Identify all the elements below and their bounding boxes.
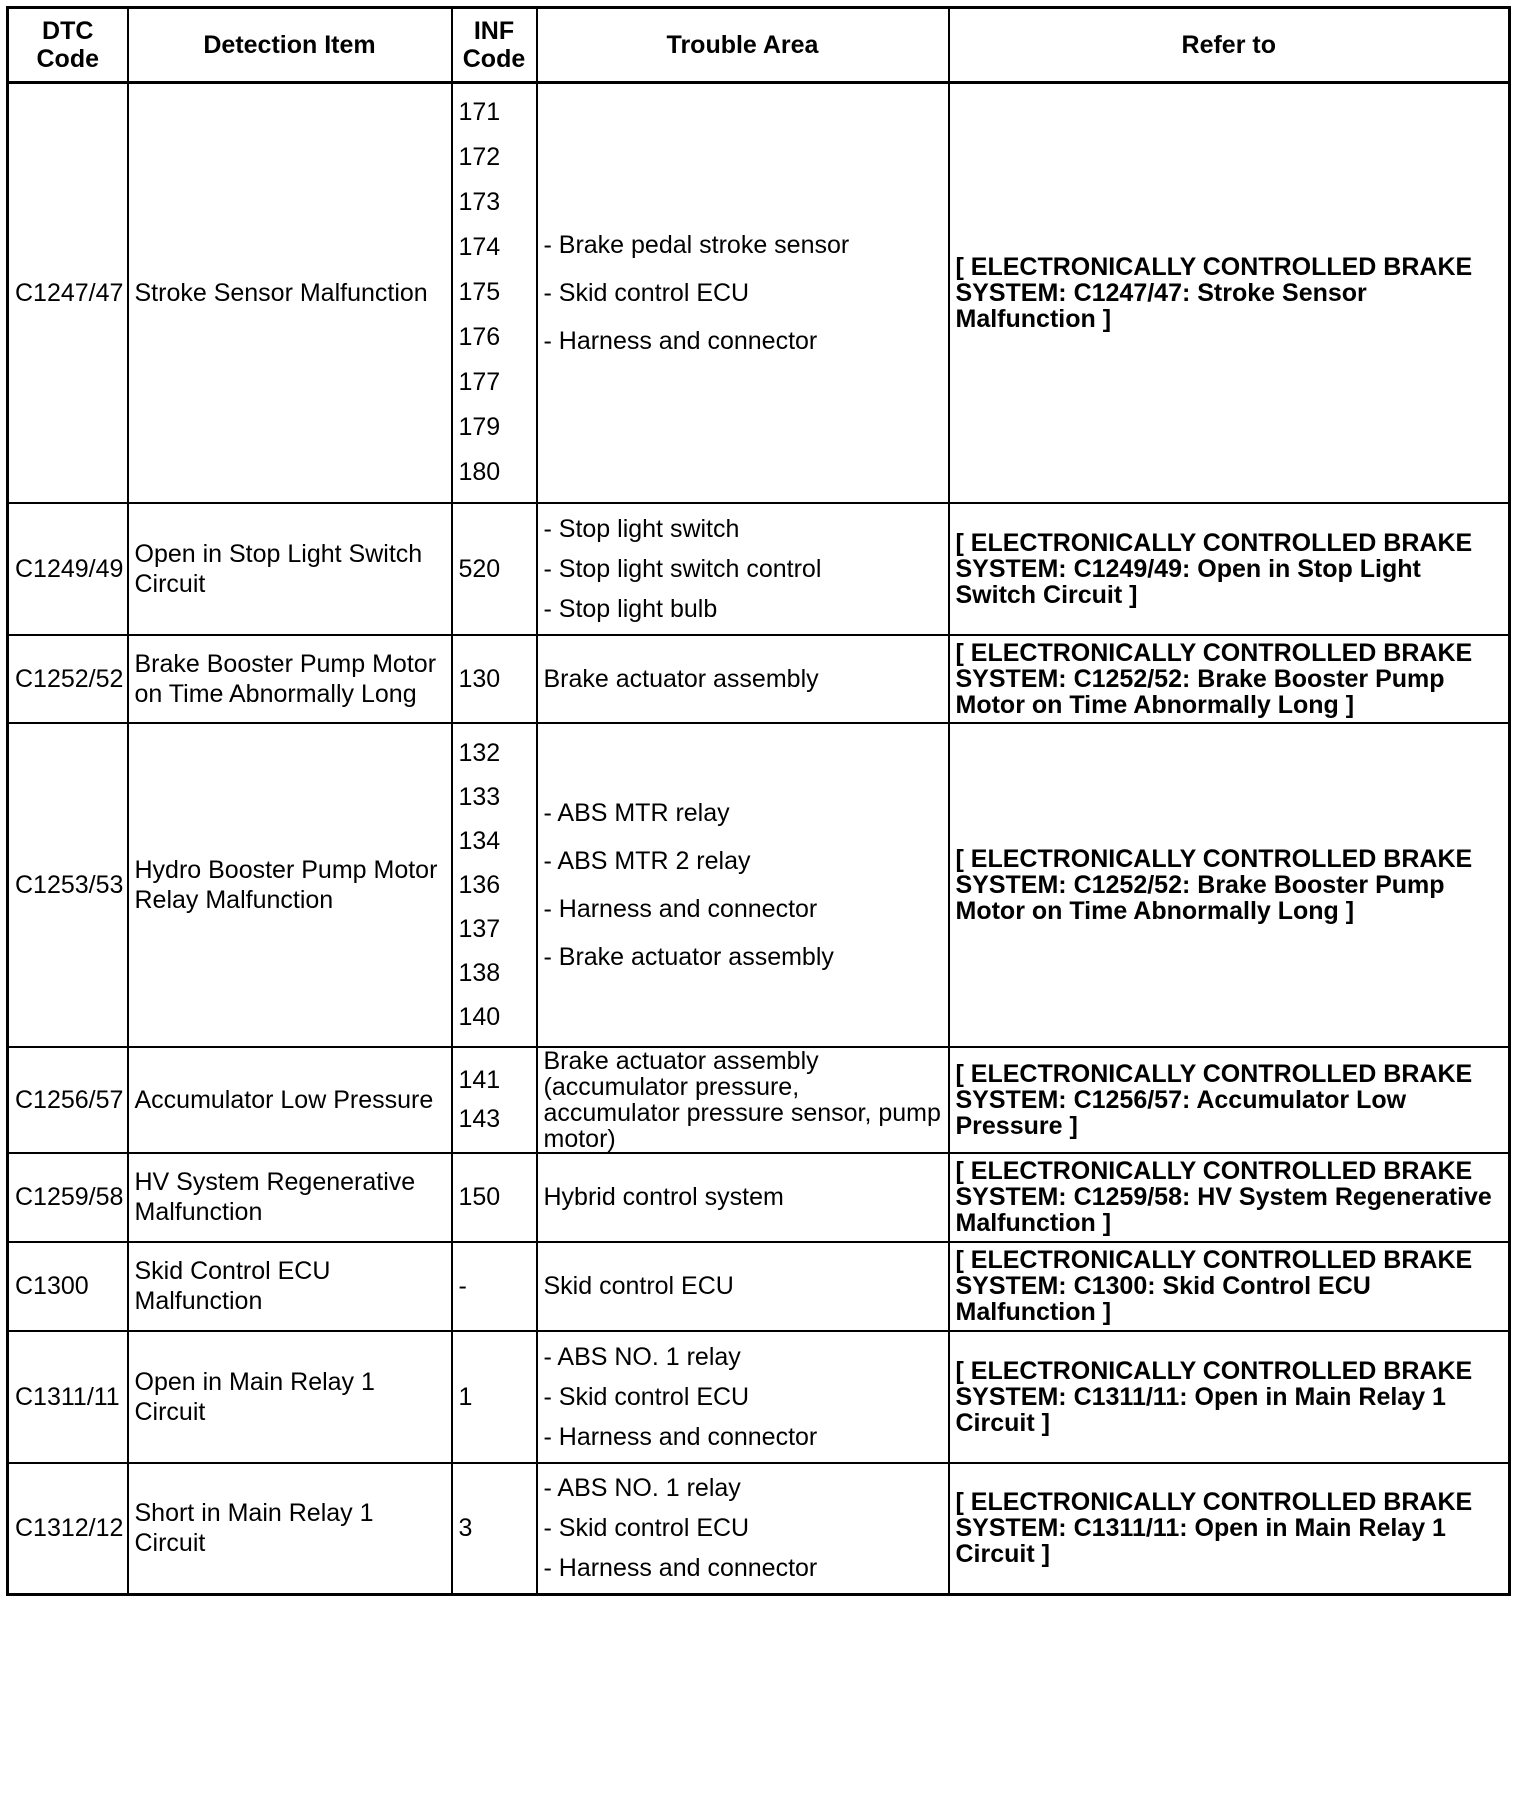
inf-code: 520 bbox=[458, 554, 501, 583]
dtc-table bbox=[6, 6, 1511, 1596]
inf-code: 141 bbox=[458, 1065, 501, 1094]
inf-code: 140 bbox=[458, 1002, 501, 1031]
table-row bbox=[8, 635, 1510, 723]
trouble-area-item: - Stop light bulb bbox=[543, 594, 718, 623]
table-row bbox=[8, 723, 1510, 1047]
inf-code: 130 bbox=[458, 664, 501, 693]
header-refer-to: Refer to bbox=[949, 8, 1510, 83]
header-detection-item: Detection Item bbox=[128, 8, 452, 83]
trouble-area-cell bbox=[537, 1463, 949, 1595]
inf-code-cell bbox=[452, 1153, 537, 1242]
inf-code: 3 bbox=[458, 1514, 473, 1543]
inf-code: 136 bbox=[458, 870, 501, 899]
refer-to-cell: [ ELECTRONICALLY CONTROLLED BRAKE SYSTEM: C1259/58: HV System Regenerative Malfunction ] bbox=[949, 1153, 1510, 1242]
inf-code: 175 bbox=[458, 278, 501, 307]
trouble-area-item: - ABS NO. 1 relay bbox=[543, 1342, 741, 1371]
inf-code-cell bbox=[452, 1331, 537, 1463]
detection-item-cell: Open in Stop Light Switch Circuit bbox=[128, 503, 452, 635]
trouble-area-cell bbox=[537, 635, 949, 723]
table-row bbox=[8, 503, 1510, 635]
dtc-code-cell: C1256/57 bbox=[8, 1047, 128, 1153]
trouble-area-cell bbox=[537, 83, 949, 503]
inf-code-cell bbox=[452, 1463, 537, 1595]
trouble-area-item: - Brake actuator assembly bbox=[543, 942, 834, 971]
inf-code: - bbox=[458, 1272, 467, 1300]
trouble-area-item: - Skid control ECU bbox=[543, 1514, 750, 1543]
inf-code-cell bbox=[452, 503, 537, 635]
trouble-area-item: - Harness and connector bbox=[543, 1554, 818, 1583]
header-dtc-code: DTC Code bbox=[8, 8, 128, 83]
detection-item-cell: Short in Main Relay 1 Circuit bbox=[128, 1463, 452, 1595]
inf-code-cell bbox=[452, 1242, 537, 1331]
dtc-code-cell: C1249/49 bbox=[8, 503, 128, 635]
trouble-area-cell bbox=[537, 723, 949, 1047]
trouble-area-item: - Skid control ECU bbox=[543, 1382, 750, 1411]
trouble-area-cell bbox=[537, 1331, 949, 1463]
detection-item-cell: Accumulator Low Pressure bbox=[128, 1047, 452, 1153]
inf-code: 1 bbox=[458, 1382, 473, 1411]
inf-code: 180 bbox=[458, 458, 501, 487]
trouble-area-item: - ABS MTR relay bbox=[543, 798, 730, 827]
trouble-area-item: - Harness and connector bbox=[543, 1422, 818, 1451]
table-row bbox=[8, 1331, 1510, 1463]
refer-to-cell: [ ELECTRONICALLY CONTROLLED BRAKE SYSTEM: C1256/57: Accumulator Low Pressure ] bbox=[949, 1047, 1510, 1153]
refer-to-cell: [ ELECTRONICALLY CONTROLLED BRAKE SYSTEM: C1311/11: Open in Main Relay 1 Circuit ] bbox=[949, 1331, 1510, 1463]
detection-item-cell: Hydro Booster Pump Motor Relay Malfunction bbox=[128, 723, 452, 1047]
refer-to-cell: [ ELECTRONICALLY CONTROLLED BRAKE SYSTEM: C1311/11: Open in Main Relay 1 Circuit ] bbox=[949, 1463, 1510, 1595]
trouble-area-cell bbox=[537, 1242, 949, 1331]
inf-code: 138 bbox=[458, 958, 501, 987]
inf-code: 177 bbox=[458, 368, 501, 397]
dtc-code-cell: C1252/52 bbox=[8, 635, 128, 723]
table-row bbox=[8, 1242, 1510, 1331]
inf-code: 132 bbox=[458, 738, 501, 767]
table-row bbox=[8, 1153, 1510, 1242]
detection-item-cell: Stroke Sensor Malfunction bbox=[128, 83, 452, 503]
inf-code-cell bbox=[452, 723, 537, 1047]
trouble-area-item: - ABS NO. 1 relay bbox=[543, 1474, 741, 1503]
table-row bbox=[8, 1463, 1510, 1595]
refer-to-cell: [ ELECTRONICALLY CONTROLLED BRAKE SYSTEM: C1249/49: Open in Stop Light Switch Circuit ] bbox=[949, 503, 1510, 635]
inf-code-cell bbox=[452, 83, 537, 503]
inf-code: 179 bbox=[458, 413, 501, 442]
trouble-area-cell bbox=[537, 1047, 949, 1153]
detection-item-cell: Brake Booster Pump Motor on Time Abnormally Long bbox=[128, 635, 452, 723]
trouble-area-item: - Brake pedal stroke sensor bbox=[543, 230, 850, 259]
trouble-area-cell bbox=[537, 503, 949, 635]
inf-code: 134 bbox=[458, 826, 501, 855]
trouble-area-item: - Stop light switch bbox=[543, 514, 740, 543]
refer-to-cell: [ ELECTRONICALLY CONTROLLED BRAKE SYSTEM: C1252/52: Brake Booster Pump Motor on Time Abnormally Long ] bbox=[949, 723, 1510, 1047]
trouble-area-cell bbox=[537, 1153, 949, 1242]
dtc-code-cell: C1247/47 bbox=[8, 83, 128, 503]
inf-code: 172 bbox=[458, 143, 501, 172]
inf-code: 176 bbox=[458, 323, 501, 352]
header-row bbox=[8, 8, 1510, 83]
trouble-area-item: - Stop light switch control bbox=[543, 554, 822, 583]
detection-item-cell: HV System Regenerative Malfunction bbox=[128, 1153, 452, 1242]
inf-code-cell bbox=[452, 1047, 537, 1153]
inf-code: 171 bbox=[458, 98, 501, 127]
inf-code: 150 bbox=[458, 1183, 501, 1211]
inf-code: 143 bbox=[458, 1104, 501, 1133]
trouble-area-item: - Skid control ECU bbox=[543, 278, 750, 307]
detection-item-cell: Skid Control ECU Malfunction bbox=[128, 1242, 452, 1331]
trouble-area-item: - ABS MTR 2 relay bbox=[543, 846, 751, 875]
table-row bbox=[8, 1047, 1510, 1153]
trouble-area-item: Brake actuator assembly (accumulator pressure, accumulator pressure sensor, pump motor) bbox=[543, 1046, 941, 1153]
trouble-area-item: - Harness and connector bbox=[543, 326, 818, 355]
trouble-area-item: Skid control ECU bbox=[543, 1272, 734, 1300]
inf-code: 133 bbox=[458, 782, 501, 811]
detection-item-cell: Open in Main Relay 1 Circuit bbox=[128, 1331, 452, 1463]
dtc-code-cell: C1300 bbox=[8, 1242, 128, 1331]
dtc-code-cell: C1253/53 bbox=[8, 723, 128, 1047]
refer-to-cell: [ ELECTRONICALLY CONTROLLED BRAKE SYSTEM: C1252/52: Brake Booster Pump Motor on Time Abnormally Long ] bbox=[949, 635, 1510, 723]
trouble-area-item: Hybrid control system bbox=[543, 1183, 784, 1211]
inf-code: 137 bbox=[458, 914, 501, 943]
inf-code-cell bbox=[452, 635, 537, 723]
inf-code: 173 bbox=[458, 188, 501, 217]
header-inf-code: INF Code bbox=[452, 8, 537, 83]
header-trouble-area: Trouble Area bbox=[537, 8, 949, 83]
dtc-code-cell: C1312/12 bbox=[8, 1463, 128, 1595]
inf-code: 174 bbox=[458, 233, 501, 262]
trouble-area-item: Brake actuator assembly bbox=[543, 664, 819, 693]
dtc-code-cell: C1259/58 bbox=[8, 1153, 128, 1242]
trouble-area-item: - Harness and connector bbox=[543, 894, 818, 923]
refer-to-cell: [ ELECTRONICALLY CONTROLLED BRAKE SYSTEM: C1300: Skid Control ECU Malfunction ] bbox=[949, 1242, 1510, 1331]
dtc-code-cell: C1311/11 bbox=[8, 1331, 128, 1463]
table-row bbox=[8, 83, 1510, 503]
refer-to-cell: [ ELECTRONICALLY CONTROLLED BRAKE SYSTEM: C1247/47: Stroke Sensor Malfunction ] bbox=[949, 83, 1510, 503]
